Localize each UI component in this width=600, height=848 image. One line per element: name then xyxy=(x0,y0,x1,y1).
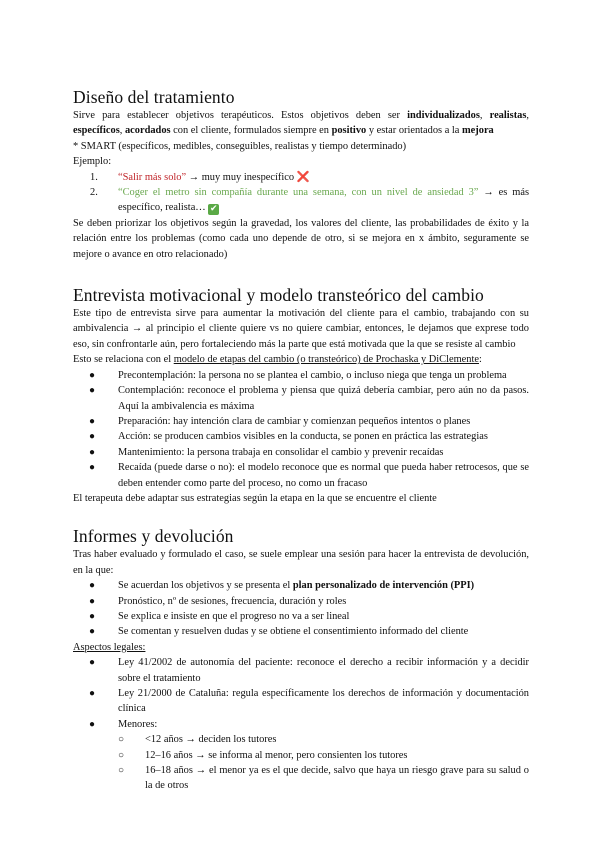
bullet-icon: ● xyxy=(89,688,96,699)
list-item: ● Se comentan y resuelven dudas y se obtiene el consentimiento informado del cliente xyxy=(73,624,529,639)
legal-label: Aspectos legales: xyxy=(73,641,146,653)
bullet-icon: ● xyxy=(89,369,96,381)
example-list xyxy=(73,170,529,216)
bullet-icon: ● xyxy=(89,385,96,397)
bullet-icon: ● xyxy=(89,595,96,607)
modelo-link: modelo de etapas del cambio (o transteórico) de Prochaska y DiClemente xyxy=(173,354,479,366)
devolucion-list xyxy=(73,578,529,640)
page-content xyxy=(73,86,529,794)
list-item: ● Precontemplación: la persona no se plantea el cambio, o incluso niega que tenga un problema xyxy=(73,368,529,383)
bullet-icon: ● xyxy=(89,580,96,592)
bullet-icon: ● xyxy=(89,415,96,427)
list-item: ● Se explica e insiste en que el progreso no va a ser lineal xyxy=(73,609,529,624)
hollow-bullet-icon: ○ xyxy=(118,749,125,761)
check-mark-icon: ✔ xyxy=(210,204,218,215)
heading-diseno-tratamiento: Diseño del tratamiento xyxy=(73,87,235,107)
list-item: 1. “Salir más solo” → muy muy inespecífico ❌ xyxy=(90,171,310,183)
paragraph-entrevista: Este tipo de entrevista sirve para aumentar la motivación del cliente para el cambio, trabajando con su ambivalencia → al principio el cliente quiere vs no quiere cambiar, entonces, le dejamos que exprese todo eso, sin confrontarle aún, pero fortaleciendo más la parte que está motivada que la que se resiste al cambio xyxy=(73,308,529,350)
hollow-bullet-icon: ○ xyxy=(118,765,125,777)
list-item: ● Mantenimiento: la persona trabaja en consolidar el cambio y prevenir recaídas xyxy=(73,445,529,460)
bullet-icon: ● xyxy=(89,462,96,474)
bullet-icon: ● xyxy=(89,657,96,669)
cross-mark-icon: ❌ xyxy=(296,171,310,183)
paragraph-objetivos: Sirve para establecer objetivos terapéuticos. Estos objetivos deben ser individualizados, realistas, específicos, acordados con el cliente, formulados siempre en positivo y estar orientados a la mejora xyxy=(73,110,529,137)
heading-entrevista-motivacional: Entrevista motivacional y modelo transteórico del cambio xyxy=(73,285,484,306)
list-item: ● Contemplación: reconoce el problema y piensa que quizá debería cambiar, pero aún no da pasos. Aquí la ambivalencia es máxima xyxy=(89,385,529,412)
paragraph-terapeuta: El terapeuta debe adaptar sus estrategias según la etapa en la que se encuentre el cliente xyxy=(73,492,437,504)
list-item: ● Menores: xyxy=(73,717,529,732)
list-item: ● Ley 41/2002 de autonomía del paciente: reconoce el derecho a recibir información y a decidir sobre el tratamiento xyxy=(89,657,529,684)
list-item: ● Recaída (puede darse o no): el modelo reconoce que es normal que pueda haber retrocesos, que se deben entender como parte del proceso, no como un fracaso xyxy=(89,462,529,489)
minors-list xyxy=(73,732,529,794)
legal-list xyxy=(73,655,529,732)
list-item: 2. “Coger el metro sin compañía durante una semana, con un nivel de ansiedad 3” → es más específico, realista… ✔ xyxy=(90,187,530,215)
paragraph-modelo: Esto se relaciona con el modelo de etapas del cambio (o transteórico) de Prochaska y DiClemente: xyxy=(73,354,482,366)
list-item: ● Se acuerdan los objetivos y se presenta el plan personalizado de intervención (PPI) xyxy=(73,578,529,593)
list-item: ● Ley 21/2000 de Cataluña: regula específicamente los derechos de información y documentación clínica xyxy=(89,688,529,715)
paragraph-priorizar: Se deben priorizar los objetivos según la gravedad, los valores del cliente, las probabilidades de éxito y la relación entre los problemas (como cada uno depende de otro, si se mejora en x ámbito, seguramente se mejore o avance en otro relacionado) xyxy=(73,217,529,260)
list-item: ● Preparación: hay intención clara de cambiar y comienzan pequeños intentos o planes xyxy=(73,414,529,429)
hollow-bullet-icon: ○ xyxy=(118,734,125,746)
list-item: ○ <12 años → deciden los tutores xyxy=(73,732,529,747)
bullet-icon: ● xyxy=(89,718,96,730)
list-item: ○ 12–16 años → se informa al menor, pero consienten los tutores xyxy=(73,748,529,763)
bullet-icon: ● xyxy=(89,446,96,458)
bullet-icon: ● xyxy=(89,626,96,638)
list-item: ○ 16–18 años → el menor ya es el que decide, salvo que haya un riesgo grave para su salud o la de otros xyxy=(118,765,529,792)
paragraph-devolucion: Tras haber evaluado y formulado el caso, se suele emplear una sesión para hacer la entrevista de devolución, en la que: xyxy=(73,549,529,576)
list-item: ● Acción: se producen cambios visibles en la conducta, se ponen en práctica las estrategias xyxy=(73,429,529,444)
stages-list xyxy=(73,368,529,491)
list-item: ● Pronóstico, nº de sesiones, frecuencia, duración y roles xyxy=(73,594,529,609)
bullet-icon: ● xyxy=(89,610,96,622)
example-label: Ejemplo: xyxy=(73,156,112,168)
bullet-icon: ● xyxy=(89,431,96,443)
paragraph-smart: * SMART (específicos, medibles, conseguibles, realistas y tiempo determinado) xyxy=(73,140,407,152)
heading-informes-devolucion: Informes y devolución xyxy=(73,526,234,547)
